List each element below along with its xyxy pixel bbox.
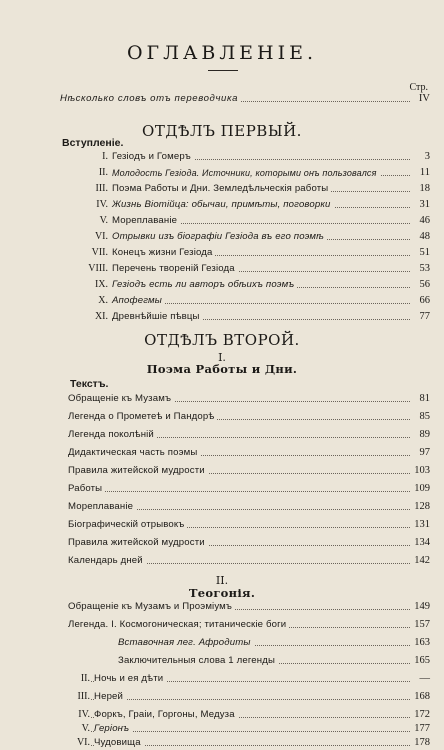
- toc-entry-page: 163: [414, 637, 430, 648]
- toc-entry-page: 31: [419, 199, 430, 210]
- leader-dots: [68, 491, 410, 492]
- toc-entry[interactable]: [0, 410, 444, 424]
- toc-entry-label: Дидактическая часть поэмы: [68, 446, 200, 460]
- toc-entry-page: 97: [419, 447, 430, 458]
- toc-entry-number: III.: [80, 182, 108, 196]
- toc-entry-number: V.: [60, 722, 90, 736]
- toc-entry-page: 165: [414, 655, 430, 666]
- toc-entry[interactable]: [0, 310, 444, 324]
- toc-entry-number: XI.: [80, 310, 108, 324]
- toc-entry[interactable]: [0, 150, 444, 164]
- toc-entry-number: IV.: [60, 708, 90, 722]
- toc-entry[interactable]: [0, 500, 444, 514]
- toc-entry-label: Календарь дней: [68, 554, 146, 568]
- toc-entry[interactable]: [0, 554, 444, 568]
- toc-entry-page: 177: [414, 723, 430, 734]
- toc-entry[interactable]: [0, 618, 444, 632]
- part2-heading: ОТДѢЛЪ ВТОРОЙ.: [144, 331, 300, 349]
- toc-entry[interactable]: [0, 690, 444, 704]
- toc-entry[interactable]: [0, 600, 444, 614]
- toc-entry-label: Нѣсколько словъ отъ переводчика: [60, 92, 241, 106]
- toc-entry-label: Обращеніе къ Музамъ: [68, 392, 174, 406]
- toc-entry-label: Вставочная лег. Афродиты: [118, 636, 254, 650]
- toc-entry-page: 53: [419, 263, 430, 274]
- toc-entry[interactable]: [0, 518, 444, 532]
- toc-entry-label: Ночь и ея дѣти: [94, 672, 166, 686]
- toc-entry-label: Форкъ, Граіи, Горгоны, Медуза: [94, 708, 238, 722]
- intro-label: Вступленіе.: [62, 137, 124, 149]
- toc-entry-label: Мореплаваніе: [68, 500, 136, 514]
- toc-entry-number: II.: [80, 166, 108, 180]
- toc-entry-label: Нерей: [94, 690, 126, 704]
- toc-entry-label: Древнѣйшіе пѣвцы: [112, 310, 203, 324]
- toc-entry-page: 131: [414, 519, 430, 530]
- toc-entry-page: 18: [419, 183, 430, 194]
- toc-entry[interactable]: [0, 230, 444, 244]
- toc-entry-page: 51: [419, 247, 430, 258]
- toc-entry[interactable]: [0, 262, 444, 276]
- toc-entry-number: II.: [60, 672, 90, 686]
- toc-entry-number: IV.: [80, 198, 108, 212]
- toc-entry-page: 46: [419, 215, 430, 226]
- toc-entry-page: 81: [419, 393, 430, 404]
- toc-entry-page: —: [419, 673, 430, 684]
- toc-entry[interactable]: [0, 708, 444, 722]
- toc-entry-number: III.: [60, 690, 90, 704]
- toc-entry-page: 157: [414, 619, 430, 630]
- toc-entry-label: Жизнь Віотійца: обычаи, примѣты, поговорки: [112, 198, 334, 212]
- toc-entry[interactable]: [0, 278, 444, 292]
- toc-entry-label: Поэма Работы и Дни. Земледѣльческія работы: [112, 182, 331, 196]
- toc-entry-page: 103: [414, 465, 430, 476]
- toc-entry-number: VI.: [60, 736, 90, 750]
- toc-entry-page: 128: [414, 501, 430, 512]
- toc-entry-page: IV: [418, 93, 430, 104]
- toc-entry-label: Перечень твореній Гезіода: [112, 262, 238, 276]
- toc-entry-number: VIII.: [80, 262, 108, 276]
- toc-entry-label: Правила житейской мудрости: [68, 464, 208, 478]
- toc-entry-number: IX.: [80, 278, 108, 292]
- toc-entry[interactable]: [0, 182, 444, 196]
- toc-entry[interactable]: [0, 428, 444, 442]
- toc-entry-number: X.: [80, 294, 108, 308]
- toc-entry-page: 85: [419, 411, 430, 422]
- toc-entry-label: Легенда поколѣній: [68, 428, 157, 442]
- toc-entry-page: 168: [414, 691, 430, 702]
- toc-entry-page: 109: [414, 483, 430, 494]
- toc-entry-page: 134: [414, 537, 430, 548]
- toc-entry[interactable]: [0, 198, 444, 212]
- page-title: ОГЛАВЛЕНІЕ.: [126, 42, 318, 64]
- toc-entry-label: Чудовища: [94, 736, 144, 750]
- toc-entry-label: Отрывки изъ біографіи Гезіода въ его поэмѣ: [112, 230, 327, 244]
- toc-entry[interactable]: [0, 482, 444, 496]
- toc-entry-label: Работы: [68, 482, 105, 496]
- toc-entry-label: Мореплаваніе: [112, 214, 180, 228]
- toc-entry[interactable]: [0, 166, 444, 180]
- toc-entry-number: V.: [80, 214, 108, 228]
- toc-entry-label: Апофегмы: [112, 294, 165, 308]
- toc-entry-label: Легенда о Прометеѣ и Пандорѣ: [68, 410, 217, 424]
- toc-entry[interactable]: [0, 294, 444, 308]
- toc-entry-preface[interactable]: [0, 92, 444, 106]
- part1-heading: ОТДѢЛЪ ПЕРВЫЙ.: [142, 122, 302, 140]
- toc-entry-label: Молодость Гезіода. Источники, которыми онъ пользовался: [112, 166, 380, 180]
- toc-entry-number: VI.: [80, 230, 108, 244]
- toc-entry-label: Геріонъ: [94, 722, 132, 736]
- toc-entry[interactable]: [0, 464, 444, 478]
- toc-entry[interactable]: [0, 246, 444, 260]
- toc-entry-number: I.: [80, 150, 108, 164]
- section-number: I.: [218, 351, 226, 364]
- toc-entry[interactable]: [0, 214, 444, 228]
- toc-entry-page: 66: [419, 295, 430, 306]
- toc-entry-page: 149: [414, 601, 430, 612]
- toc-entry-label: Конецъ жизни Гезіода: [112, 246, 215, 260]
- toc-entry-page: 89: [419, 429, 430, 440]
- section-title: Поэма Работы и Дни.: [146, 362, 298, 376]
- toc-entry-page: 48: [419, 231, 430, 242]
- text-label: Текстъ.: [70, 378, 109, 390]
- toc-entry-page: 3: [424, 151, 430, 162]
- toc-entry-page: 11: [419, 167, 430, 178]
- leader-dots: [80, 699, 410, 700]
- title-rule: [208, 70, 238, 71]
- toc-entry[interactable]: [0, 446, 444, 460]
- section-title: Теогонія.: [188, 586, 256, 600]
- toc-entry-label: Правила житейской мудрости: [68, 536, 208, 550]
- toc-entry-label: Легенда. I. Космогоническая; титаническіе боги: [68, 618, 289, 632]
- toc-entry[interactable]: [0, 392, 444, 406]
- toc-entry[interactable]: [0, 636, 444, 650]
- toc-entry[interactable]: [0, 536, 444, 550]
- toc-entry-label: Гезіодъ и Гомеръ: [112, 150, 194, 164]
- toc-entry-label: Заключительныя слова 1 легенды: [118, 654, 278, 668]
- toc-entry[interactable]: [0, 672, 444, 686]
- toc-entry-page: 172: [414, 709, 430, 720]
- page-column-label: Стр.: [409, 82, 428, 93]
- toc-entry-page: 77: [419, 311, 430, 322]
- leader-dots: [132, 303, 410, 304]
- toc-entry-label: Гезіодъ есть ли авторъ обѣихъ поэмъ: [112, 278, 297, 292]
- toc-entry-label: Обращеніе къ Музамъ и Проэміумъ: [68, 600, 235, 614]
- toc-entry[interactable]: [0, 654, 444, 668]
- toc-entry[interactable]: [0, 722, 444, 736]
- section-number: II.: [215, 574, 229, 587]
- toc-entry-page: 56: [419, 279, 430, 290]
- toc-entry-page: 142: [414, 555, 430, 566]
- toc-entry-number: VII.: [80, 246, 108, 260]
- toc-entry-label: Біографическій отрывокъ: [68, 518, 187, 532]
- toc-entry-page: 178: [414, 737, 430, 748]
- toc-entry[interactable]: [0, 736, 444, 750]
